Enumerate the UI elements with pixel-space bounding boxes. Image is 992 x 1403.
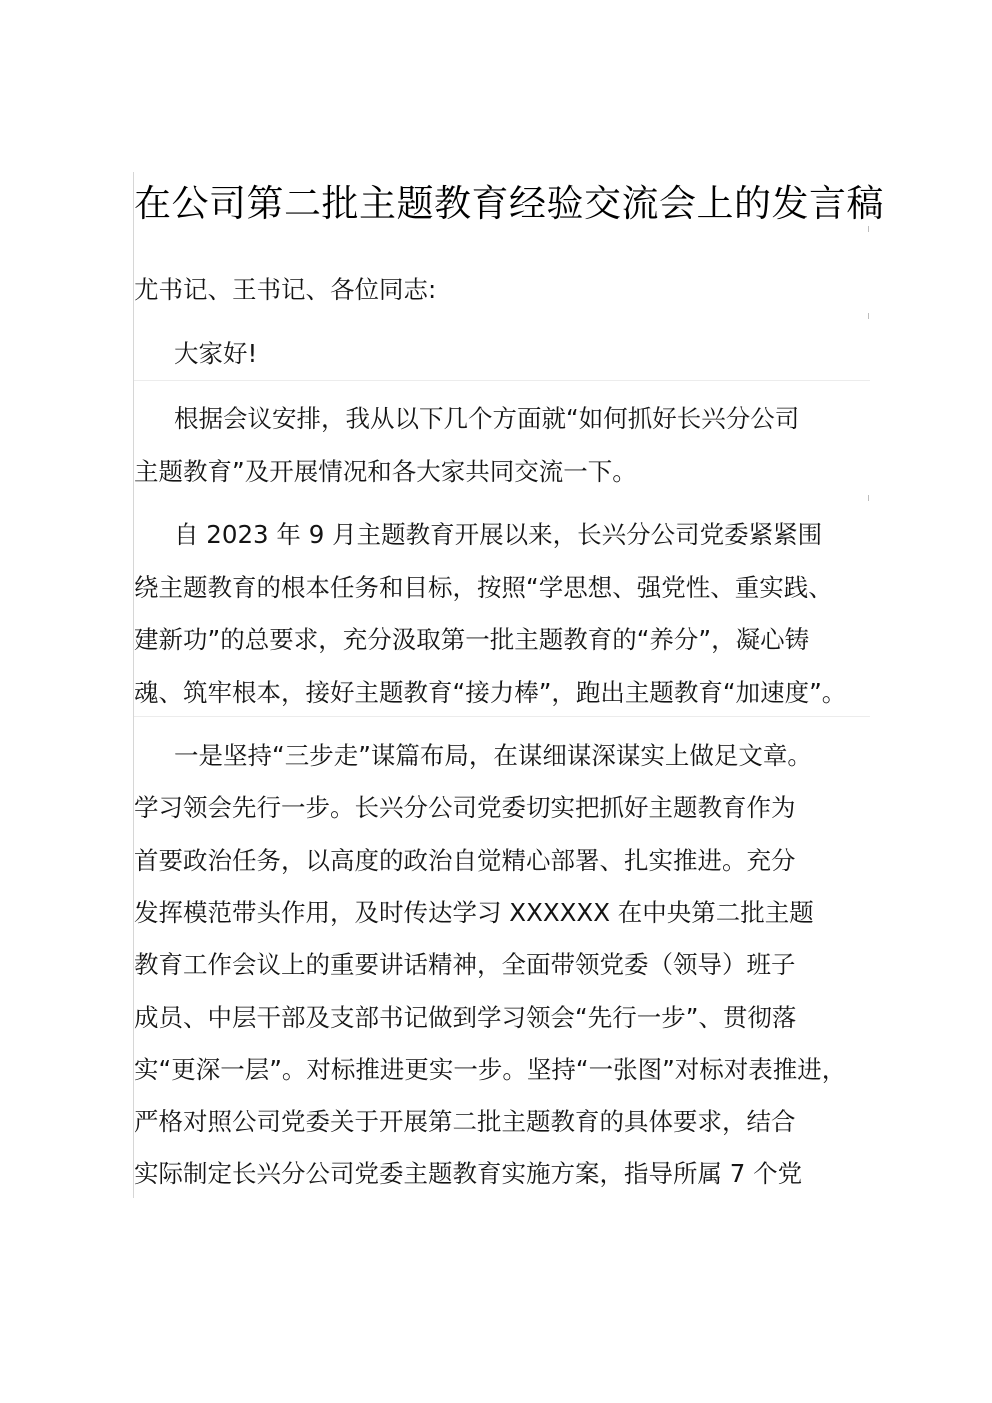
paragraph-1-line: 根据会议安排，我从以下几个方面就“如何抓好长兴分公司 xyxy=(174,404,800,433)
document-title: 在公司第二批主题教育经验交流会上的发言稿 xyxy=(134,182,884,225)
paragraph-2-line: 建新功”的总要求，充分汲取第一批主题教育的“养分”，凝心铸 xyxy=(134,625,810,654)
paragraph-3-line: 成员、中层干部及支部书记做到学习领会“先行一步”、贯彻落 xyxy=(134,1003,797,1032)
margin-tick xyxy=(868,495,869,501)
paragraph-1-line: 主题教育”及开展情况和各大家共同交流一下。 xyxy=(134,457,637,486)
paragraph-2-line: 自 2023 年 9 月主题教育开展以来，长兴分公司党委紧紧围 xyxy=(174,520,823,549)
paragraph-3-line: 首要政治任务，以高度的政治自觉精心部署、扎实推进。充分 xyxy=(134,846,796,875)
greeting: 大家好! xyxy=(174,339,258,368)
paragraph-3-line: 实际制定长兴分公司党委主题教育实施方案，指导所属 7 个党 xyxy=(134,1159,803,1188)
paragraph-3-line: 一是坚持“三步走”谋篇布局，在谋细谋深谋实上做足文章。 xyxy=(174,741,812,770)
paragraph-separator xyxy=(134,380,870,381)
paragraph-2-line: 魂、筑牢根本，接好主题教育“接力棒”，跑出主题教育“加速度”。 xyxy=(134,678,847,707)
margin-tick xyxy=(868,226,869,232)
paragraph-3-line: 实“更深一层”。对标推进更实一步。坚持“一张图”对标对表推进， xyxy=(134,1055,847,1084)
paragraph-3-line: 学习领会先行一步。长兴分公司党委切实把抓好主题教育作为 xyxy=(134,793,796,822)
margin-tick xyxy=(868,313,869,319)
paragraph-3-line: 教育工作会议上的重要讲话精神，全面带领党委（领导）班子 xyxy=(134,950,796,979)
paragraph-3-line: 严格对照公司党委关于开展第二批主题教育的具体要求，结合 xyxy=(134,1107,796,1136)
paragraph-separator xyxy=(134,716,870,717)
salutation: 尤书记、王书记、各位同志: xyxy=(134,275,437,304)
paragraph-2-line: 绕主题教育的根本任务和目标，按照“学思想、强党性、重实践、 xyxy=(134,573,833,602)
paragraph-3-line: 发挥模范带头作用，及时传达学习 XXXXXX 在中央第二批主题 xyxy=(134,898,814,927)
